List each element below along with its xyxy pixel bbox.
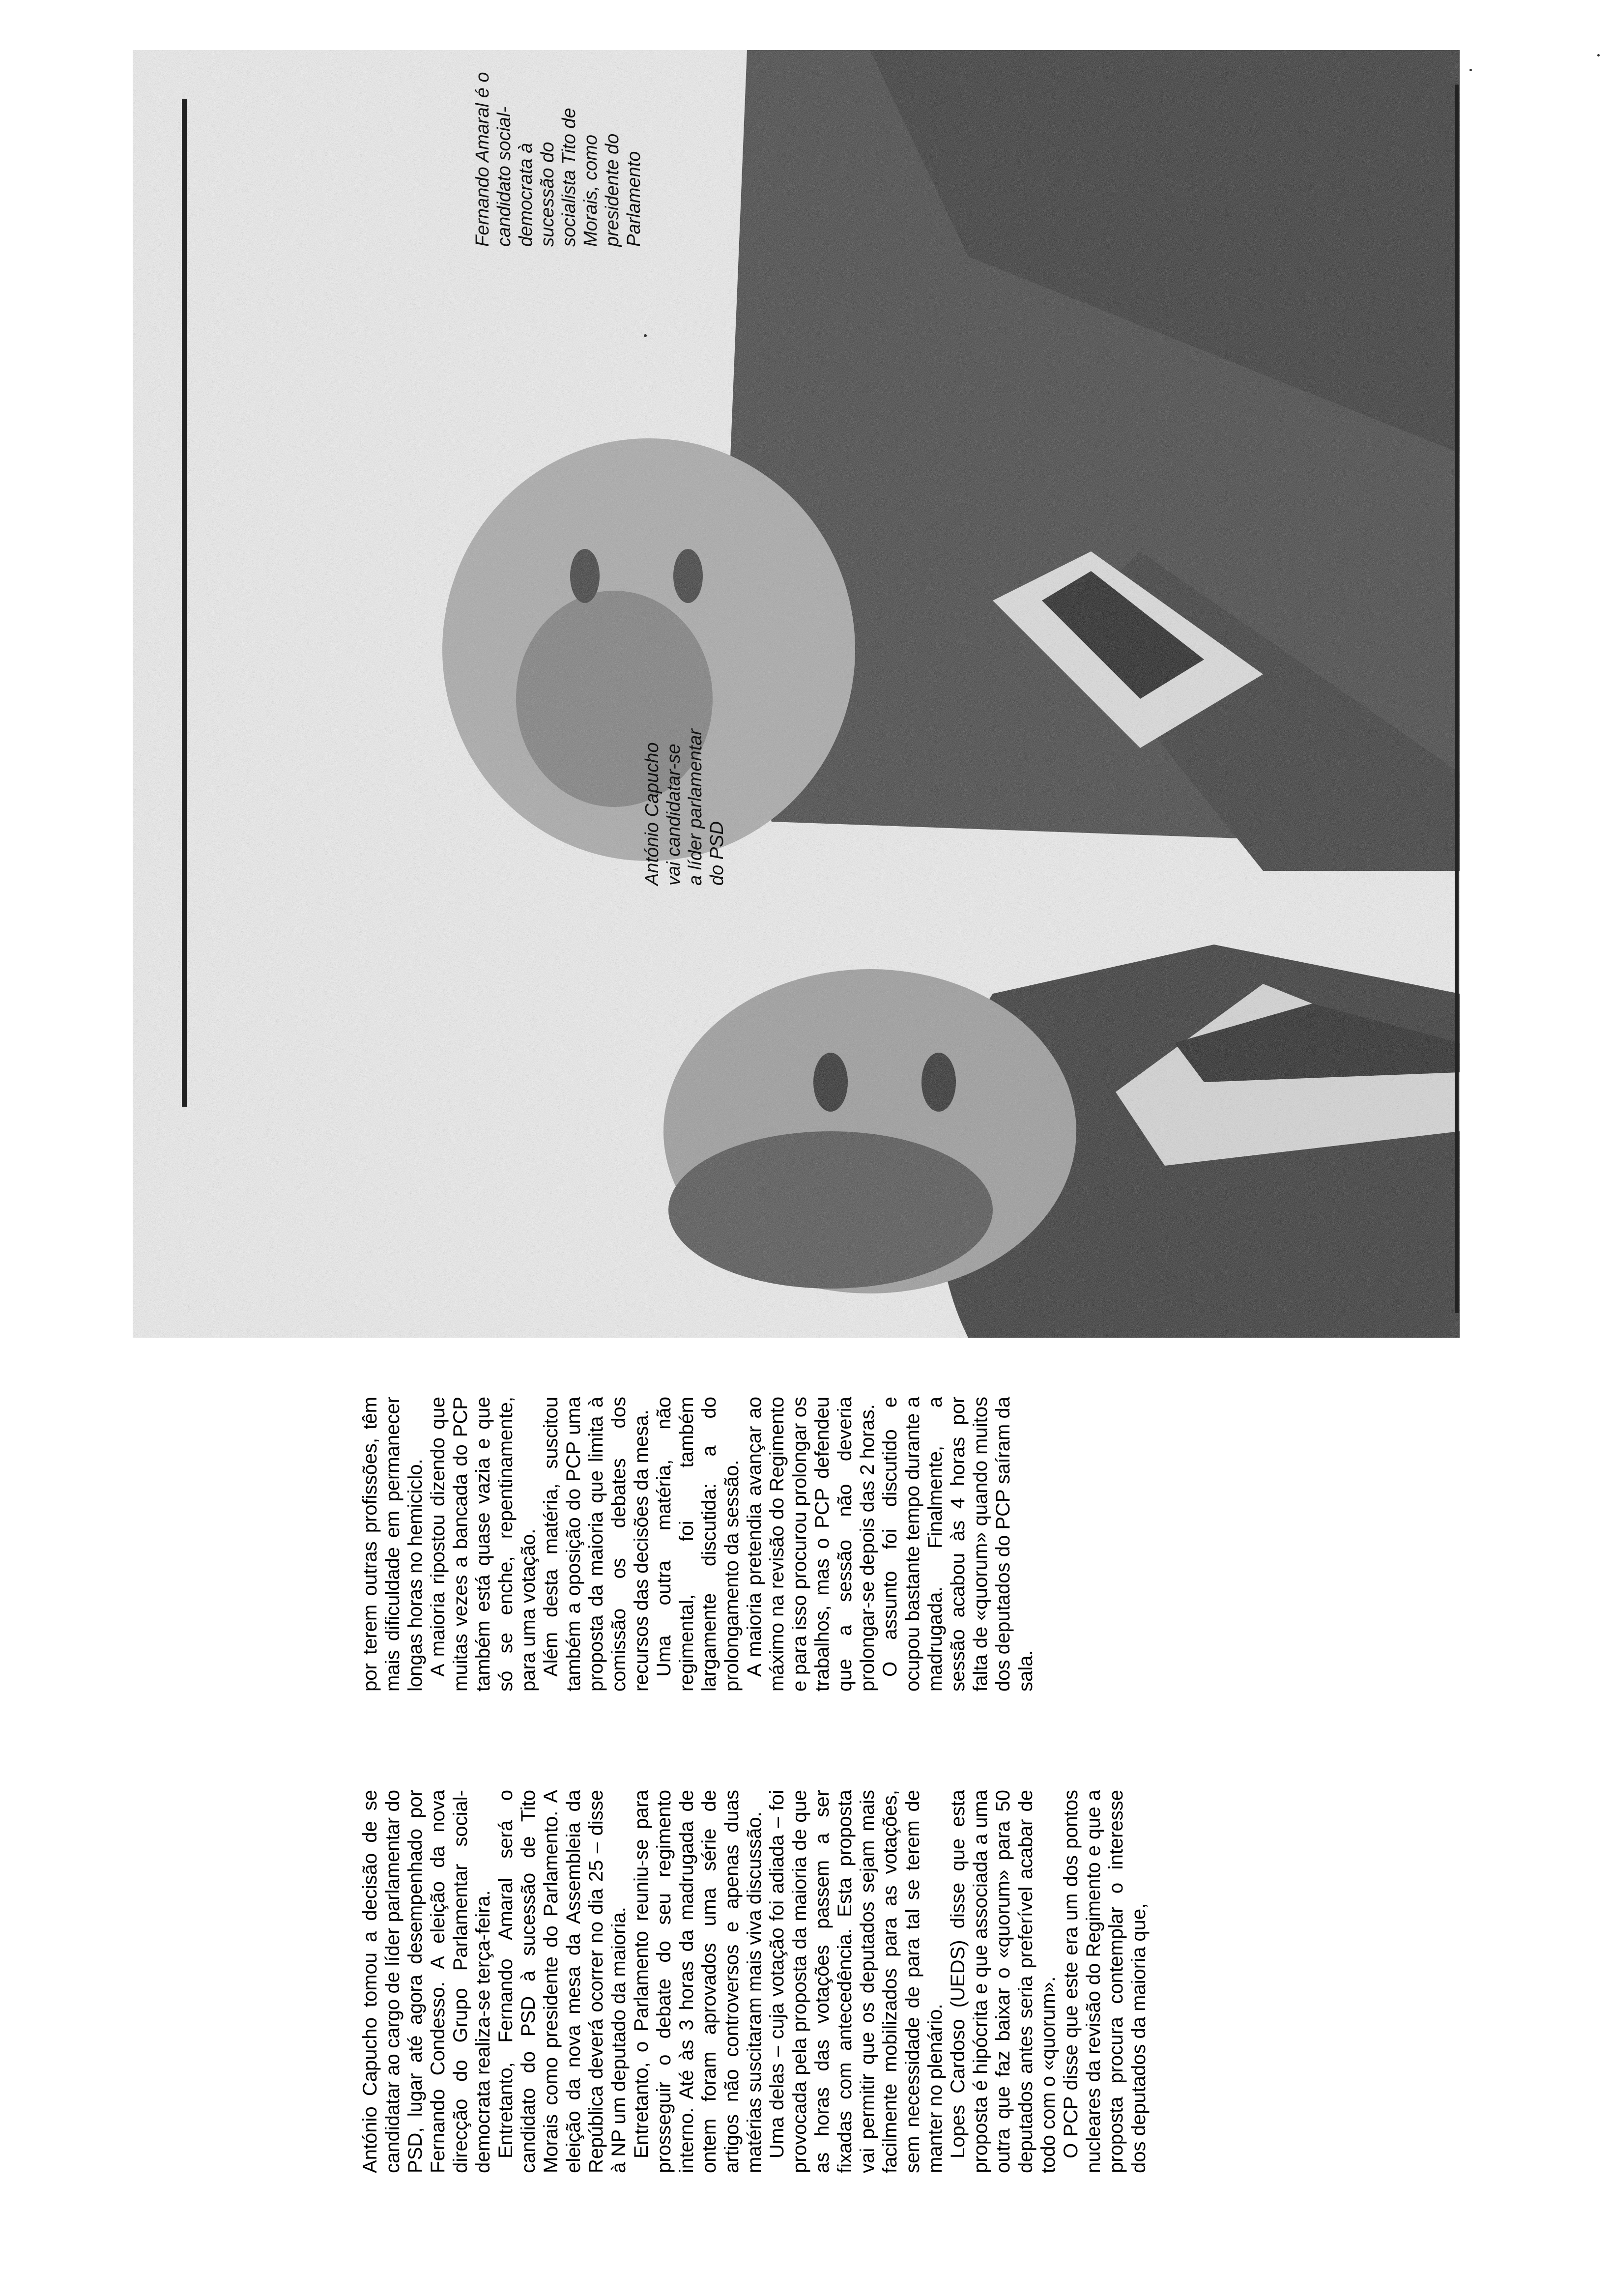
paragraph: Entretanto, o Parlamento reuniu-se para prosseguir o debate do seu regimento interno. Até às 3 horas da madrugada de ontem foram aprovados uma série de artigos não controversos e apenas duas matérias suscitaram mais viva discussão. <box>631 1790 765 2173</box>
paragraph: Entretanto, Fernando Amaral será o candidato do PSD à sucessão de Tito Morais como presidente do Parlamento. A eleição da nova mesa da Assembleia da República deverá ocorrer no dia 25 – disse à NP um deputado da maioria. <box>495 1790 630 2173</box>
frame-rule <box>1455 85 1459 1313</box>
paragraph: O PCP disse que este era um dos pontos nucleares da revisão do Regimento e que a proposta procura contemplar o interesse dos deputados da maioria que, <box>1060 1790 1150 2173</box>
article-column-2 <box>359 1397 1036 1692</box>
paragraph: Lopes Cardoso (UEDS) disse que esta proposta é hipócrita e que associada a uma outra que faz baixar o «quorum» para 50 deputados antes seria preferível acabar de todo com o «quorum». <box>947 1790 1059 2173</box>
paragraph: Além desta matéria, suscitou também a oposição do PCP uma proposta da maioria que limita à comissão os debates dos recursos das decisões da mesa. <box>540 1397 652 1692</box>
paragraph: A maioria ripostou dizendo que muitas vezes a bancada do PCP também está quase vazia e que só se enche, repentinamente, para uma votação. <box>427 1397 539 1692</box>
paragraph: Uma delas – cuja votação foi adiada – foi provocada pela proposta da maioria de que as horas das votações passem a ser fixadas com antecedência. Esta proposta vai permitir que os deputados sejam mais facilmente mobilizados para as votações, sem necessidade de para tal se terem de manter no plenário. <box>766 1790 946 2173</box>
paragraph: por terem outras profissões, têm mais dificuldade em permanecer longas horas no hemiciclo. <box>359 1397 426 1692</box>
scan-speck <box>1597 54 1600 57</box>
paragraph: A maioria pretendia avançar ao máximo na revisão do Regimento e para isso procurou prolongar os trabalhos, mas o PCP defendeu que a sessão não deveria prolongar-se depois das 2 horas. <box>744 1397 878 1692</box>
portrait-photo <box>133 50 1460 1338</box>
paragraph: Uma outra matéria, não regimental, foi também largamente discutida: a do prolongamento da sessão. <box>653 1397 743 1692</box>
article-column-1 <box>359 1790 1150 2173</box>
paragraph: O assunto foi discutido e ocupou bastante tempo durante a madrugada. Finalmente, a sessão acabou às 4 horas por falta de «quorum» quando muitos dos deputados do PCP saíram da sala. <box>879 1397 1036 1692</box>
paragraph: António Capucho tomou a decisão de se candidatar ao cargo de líder parlamentar do PSD, lugar até agora desempenhado por Fernando Condesso. A eleição da nova direcção do Grupo Parlamentar social-democrata realiza-se terça-feira. <box>359 1790 494 2173</box>
frame-rule <box>182 99 187 1107</box>
newsprint-photo-two-portraits-icon <box>133 50 1460 1338</box>
photo-caption-right: Fernando Amaral é o candidato social-democrata à sucessão do socialista Tito de Morais, como presidente do Parlamento <box>472 72 644 247</box>
scan-speck <box>644 334 647 337</box>
photo-caption-left: António Capucho vai candidatar-se a líder parlamentar do PSD <box>642 729 727 886</box>
scan-speck <box>1469 69 1472 71</box>
